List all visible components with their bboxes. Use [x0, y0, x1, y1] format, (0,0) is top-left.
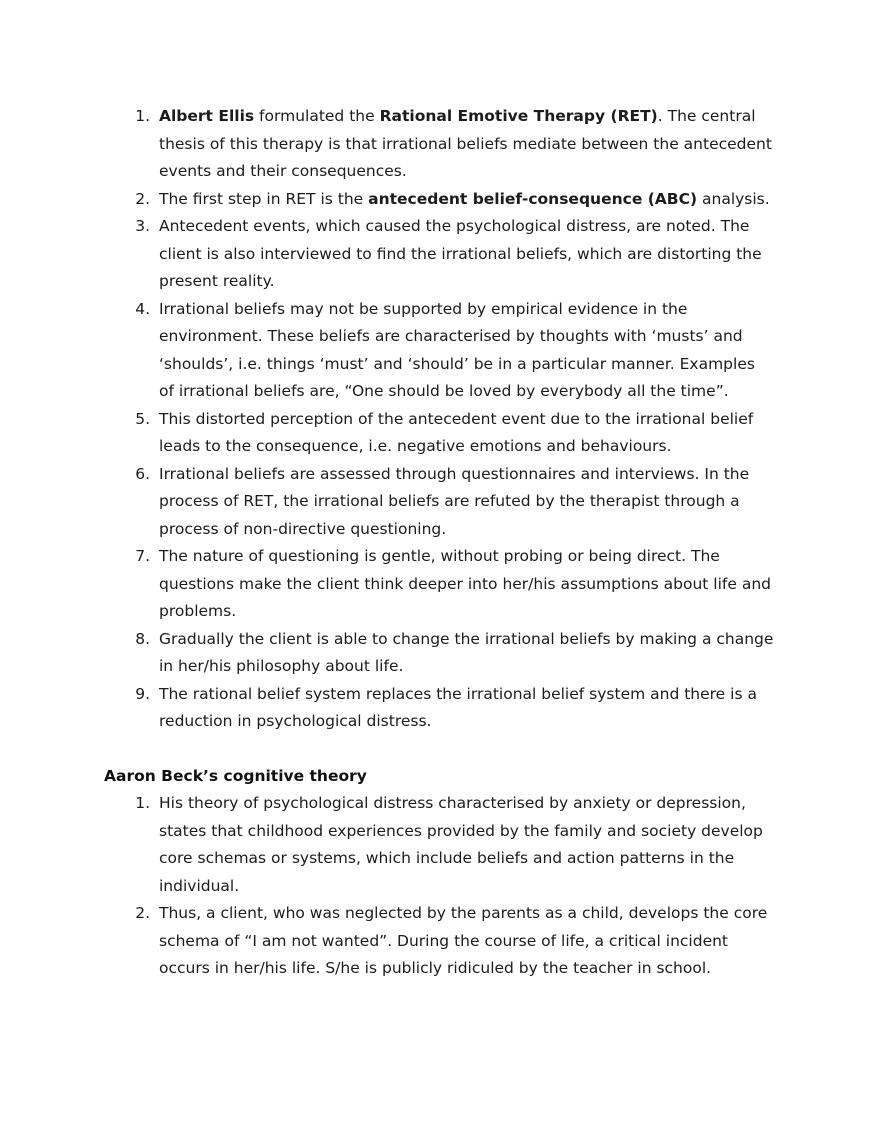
list-item: [155, 186, 774, 214]
bold-text-segment: antecedent belief-consequence (ABC): [368, 189, 698, 208]
list-item: [155, 103, 774, 186]
list-item: [155, 626, 774, 681]
text-segment: The first step in RET is the: [159, 189, 369, 208]
text-segment: formulated the: [254, 107, 380, 125]
list-item: [155, 213, 774, 296]
text-segment: This distorted perception of the antecedent event due to the irrational belief leads to the consequence, i.e. negative emotions and behaviours.: [159, 409, 754, 455]
list-item: [155, 461, 774, 544]
text-segment: analysis.: [697, 189, 770, 208]
beck-list: [104, 790, 774, 983]
text-segment: . The central thesis of this therapy is that irrational beliefs mediate between the antecedent events and their consequences.: [159, 107, 772, 180]
text-segment: Gradually the client is able to change the irrational beliefs by making a change in her/his philosophy about life.: [159, 629, 774, 675]
list-item: [155, 406, 774, 461]
list-item: [155, 681, 774, 736]
text-segment: His theory of psychological distress characterised by anxiety or depression, states that childhood experiences provided by the family and society develop core schemas or systems, which include beliefs and action patterns in the individual.: [159, 794, 763, 895]
list-item: [155, 900, 774, 983]
text-segment: The rational belief system replaces the irrational belief system and there is a reduction in psychological distress.: [159, 684, 757, 730]
section-heading-aaron-beck: Aaron Beck’s cognitive theory: [104, 766, 367, 785]
list-item: [155, 790, 774, 900]
list-item: [155, 543, 774, 626]
ret-list: [104, 103, 774, 736]
text-segment: Thus, a client, who was neglected by the parents as a child, develops the core schema of “I am not wanted”. During the course of life, a critical incident occurs in her/his life. S/he is publicly ridiculed by the teacher in school.: [159, 904, 768, 977]
text-segment: Irrational beliefs are assessed through questionnaires and interviews. In the process of RET, the irrational beliefs are refuted by the therapist through a process of non-directive questioning.: [159, 464, 750, 538]
text-segment: Irrational beliefs may not be supported by empirical evidence in the environment. These beliefs are characterised by thoughts with ‘musts’ and ‘shoulds’, i.e. things ‘must’ and ‘should’ be in a particular manner. Examples of irrational beliefs are, “One should be loved by everybody all the time”.: [159, 299, 755, 400]
bold-text-segment: Albert Ellis: [159, 107, 255, 125]
bold-text-segment: Rational Emotive Therapy (RET): [379, 107, 658, 125]
list-item: [155, 296, 774, 406]
text-segment: The nature of questioning is gentle, without probing or being direct. The questions make the client think deeper into her/his assumptions about life and problems.: [159, 547, 771, 620]
text-segment: Antecedent events, which caused the psychological distress, are noted. The client is also interviewed to find the irrational beliefs, which are distorting the present reality.: [159, 217, 762, 290]
